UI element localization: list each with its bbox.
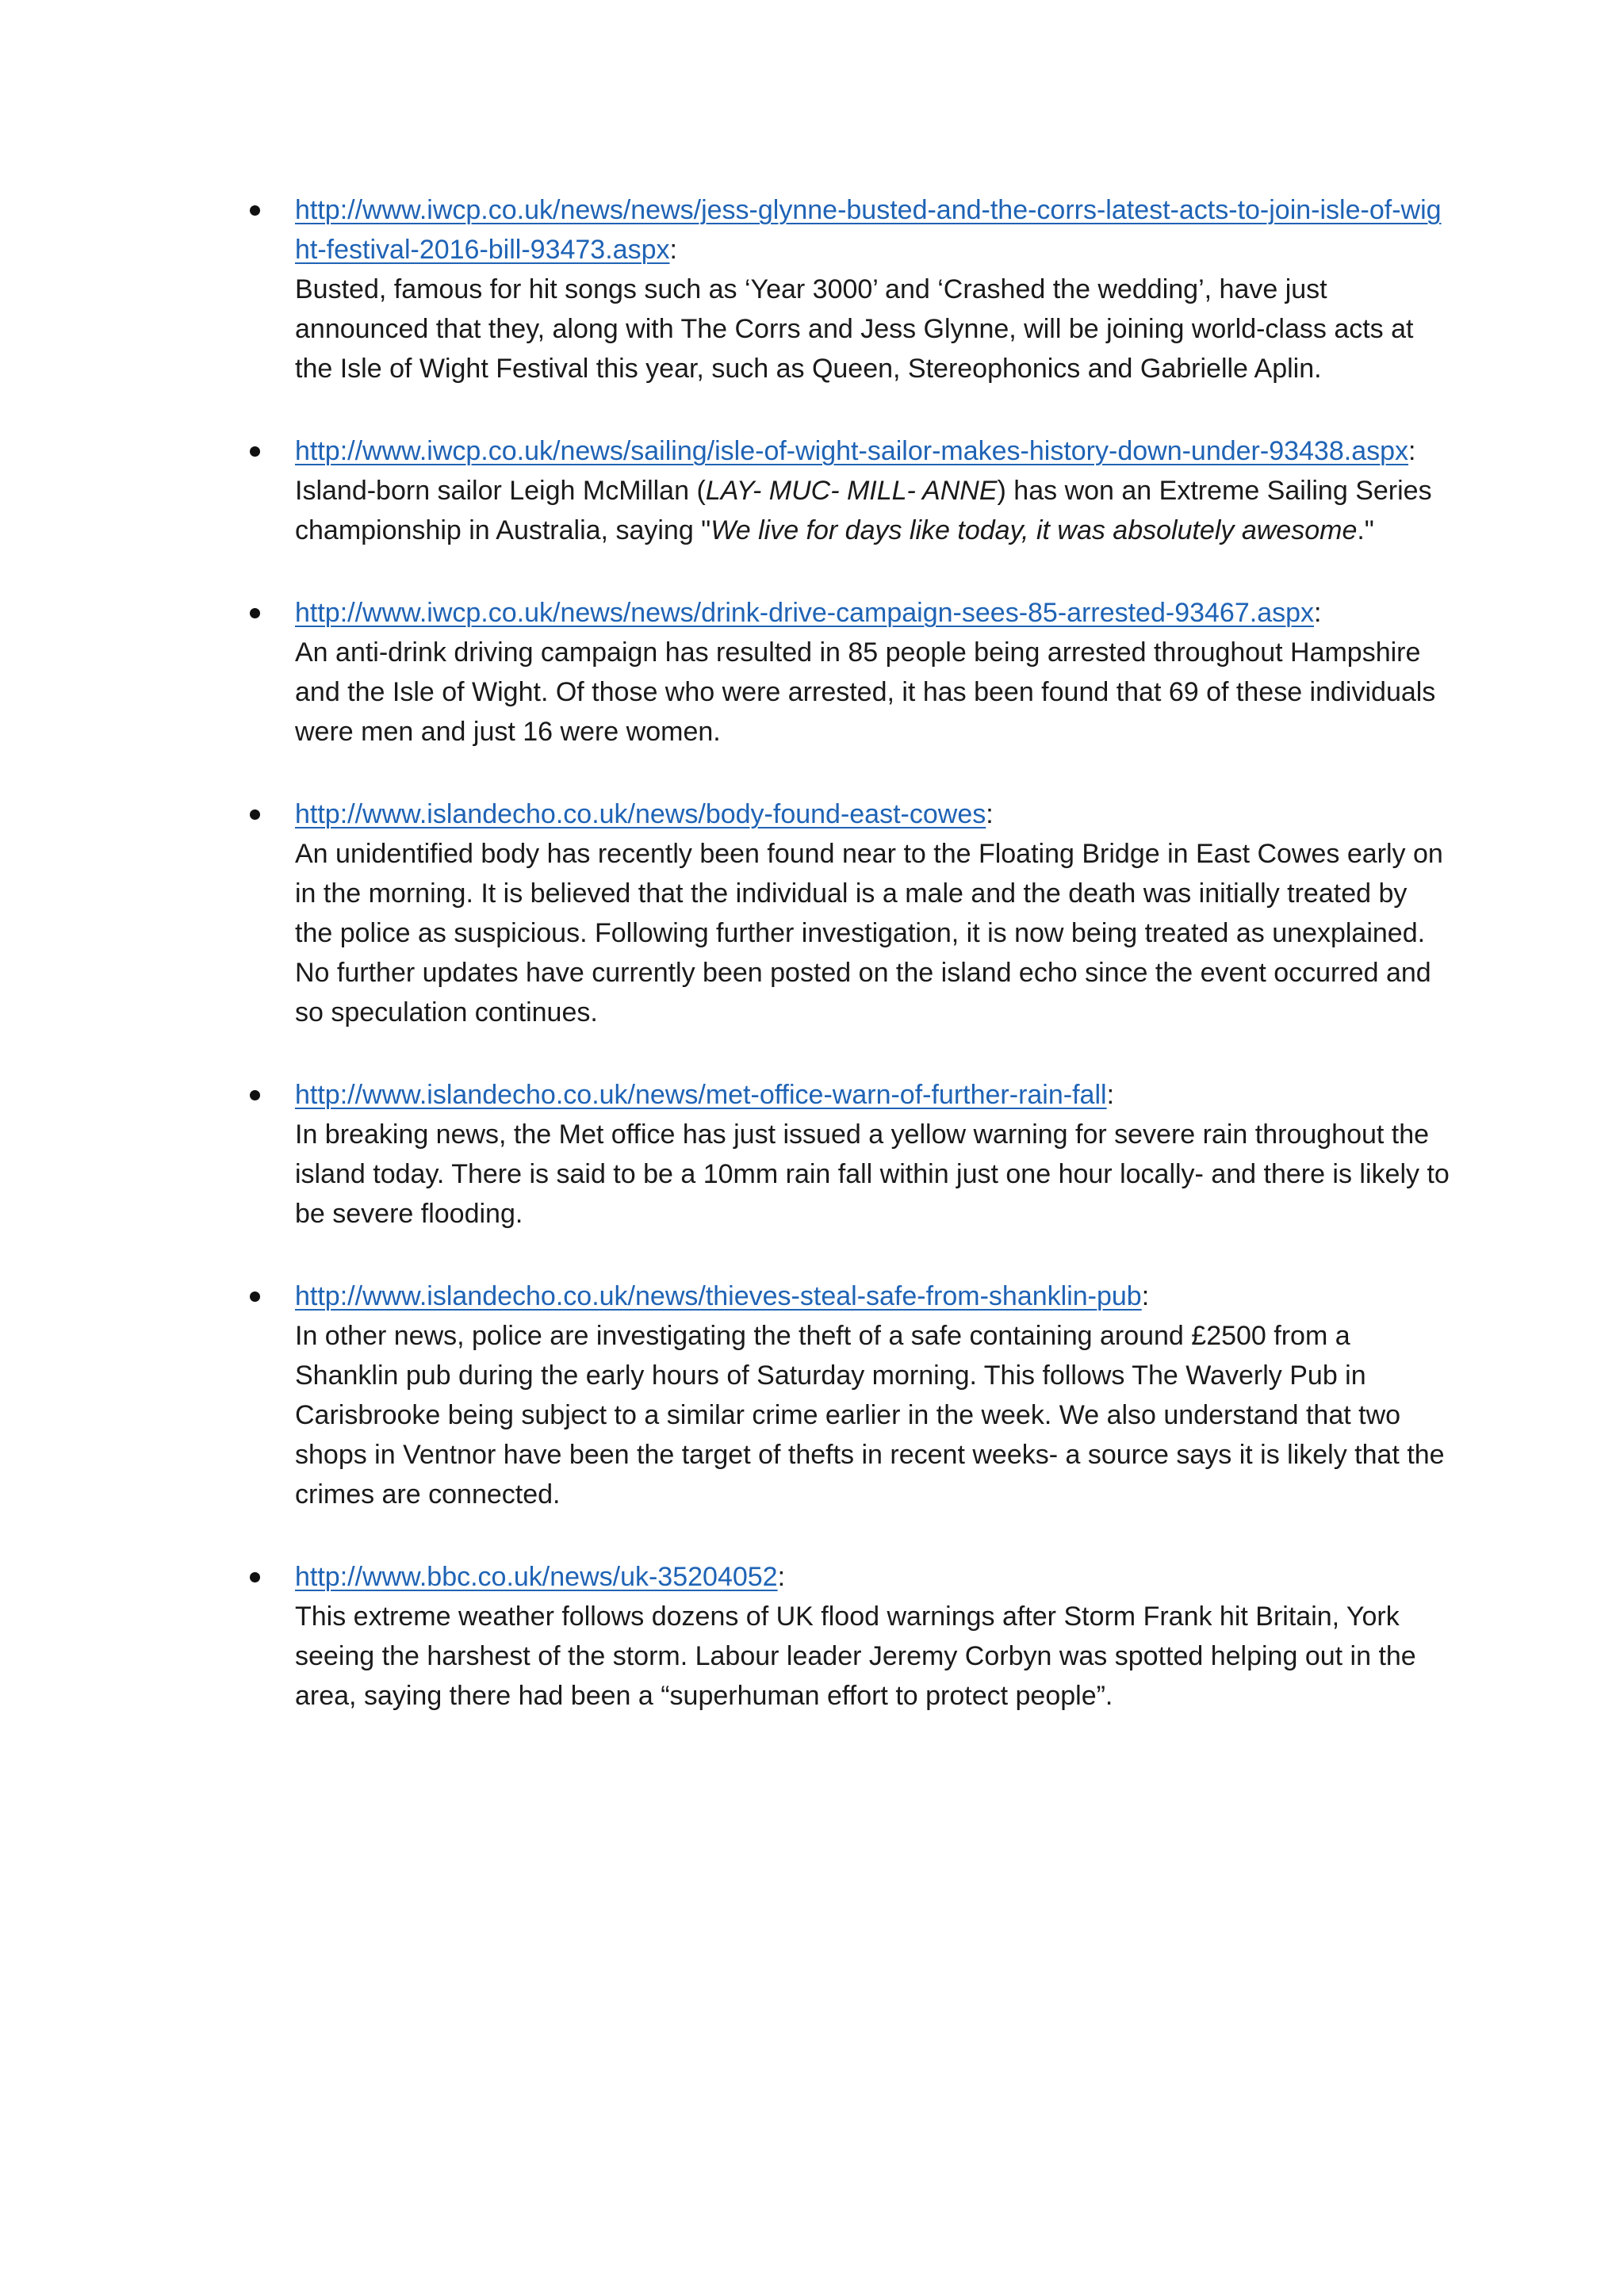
link-colon: : bbox=[1106, 1080, 1115, 1110]
bullet-icon bbox=[250, 446, 260, 457]
news-summary: In breaking news, the Met office has just issued a yellow warning for severe rain throughout the island today. There is said to be a 10mm rain fall within just one hour locally- and there is likely to be severe flooding. bbox=[295, 1119, 1450, 1229]
pronunciation-text: LAY- MUC- MILL- ANNE bbox=[705, 476, 998, 506]
link-colon: : bbox=[1141, 1281, 1150, 1311]
news-link[interactable]: http://www.islandecho.co.uk/news/body-found-east-cowes bbox=[295, 799, 986, 829]
bullet-icon bbox=[250, 1090, 260, 1100]
news-summary: This extreme weather follows dozens of UK flood warnings after Storm Frank hit Britain, York seeing the harshest of the storm. Labour leader Jeremy Corbyn was spotted helping out in the area, saying there had been a “superhuman effort to protect people”. bbox=[295, 1601, 1416, 1711]
summary-text: Island-born sailor Leigh McMillan ( bbox=[295, 476, 706, 506]
list-item bbox=[238, 1075, 1451, 1234]
list-item bbox=[238, 1557, 1451, 1716]
bullet-icon bbox=[250, 809, 260, 820]
bullet-icon bbox=[250, 1292, 260, 1302]
news-link[interactable]: http://www.iwcp.co.uk/news/news/jess-glynne-busted-and-the-corrs-latest-acts-to-join-isle-of-wight-festival-2016-bill-93473.aspx bbox=[295, 195, 1442, 265]
link-colon: : bbox=[1314, 598, 1322, 628]
news-summary: An anti-drink driving campaign has resulted in 85 people being arrested throughout Hampshire and the Isle of Wight. Of those who were arrested, it has been found that 69 of these individuals were men and just 16 were women. bbox=[295, 637, 1436, 747]
summary-text: ." bbox=[1357, 515, 1374, 545]
list-item bbox=[238, 190, 1451, 388]
link-colon: : bbox=[986, 799, 994, 829]
list-item bbox=[238, 593, 1451, 752]
news-link[interactable]: http://www.iwcp.co.uk/news/sailing/isle-of-wight-sailor-makes-history-down-under-93438.aspx bbox=[295, 436, 1409, 466]
news-summary bbox=[295, 471, 1451, 550]
news-link-list bbox=[238, 190, 1451, 1758]
list-item bbox=[238, 431, 1451, 550]
news-summary: Busted, famous for hit songs such as ‘Year 3000’ and ‘Crashed the wedding’, have just announced that they, along with The Corrs and Jess Glynne, will be joining world-class acts at the Isle of Wight Festival this year, such as Queen, Stereophonics and Gabrielle Aplin. bbox=[295, 274, 1414, 384]
bullet-icon bbox=[250, 608, 260, 618]
news-link[interactable]: http://www.iwcp.co.uk/news/news/drink-drive-campaign-sees-85-arrested-93467.aspx bbox=[295, 598, 1315, 628]
summary-text: ) has won an Extreme Sailing Series championship in Australia, saying " bbox=[295, 476, 1432, 545]
news-summary: An unidentified body has recently been found near to the Floating Bridge in East Cowes early on in the morning. It is believed that the individual is a male and the death was initially treated by the police as suspicious. Following further investigation, it is now being treated as unexplained. No further updates have currently been posted on the island echo since the event occurred and so speculation continues. bbox=[295, 839, 1443, 1027]
link-colon: : bbox=[777, 1562, 786, 1592]
list-item bbox=[238, 794, 1451, 1032]
bullet-icon bbox=[250, 1572, 260, 1582]
link-colon: : bbox=[669, 235, 677, 265]
quote-text: We live for days like today, it was absolutely awesome bbox=[710, 515, 1358, 545]
news-summary: In other news, police are investigating the theft of a safe containing around £2500 from a Shanklin pub during the early hours of Saturday morning. This follows The Waverly Pub in Carisbrooke being subject to a similar crime earlier in the week. We also understand that two shops in Ventnor have been the target of thefts in recent weeks- a source says it is likely that the crimes are connected. bbox=[295, 1321, 1445, 1510]
list-item bbox=[238, 1276, 1451, 1514]
link-colon: : bbox=[1408, 436, 1416, 466]
news-link[interactable]: http://www.islandecho.co.uk/news/met-office-warn-of-further-rain-fall bbox=[295, 1080, 1107, 1110]
news-link[interactable]: http://www.islandecho.co.uk/news/thieves-steal-safe-from-shanklin-pub bbox=[295, 1281, 1142, 1311]
news-link[interactable]: http://www.bbc.co.uk/news/uk-35204052 bbox=[295, 1562, 778, 1592]
bullet-icon bbox=[250, 205, 260, 216]
